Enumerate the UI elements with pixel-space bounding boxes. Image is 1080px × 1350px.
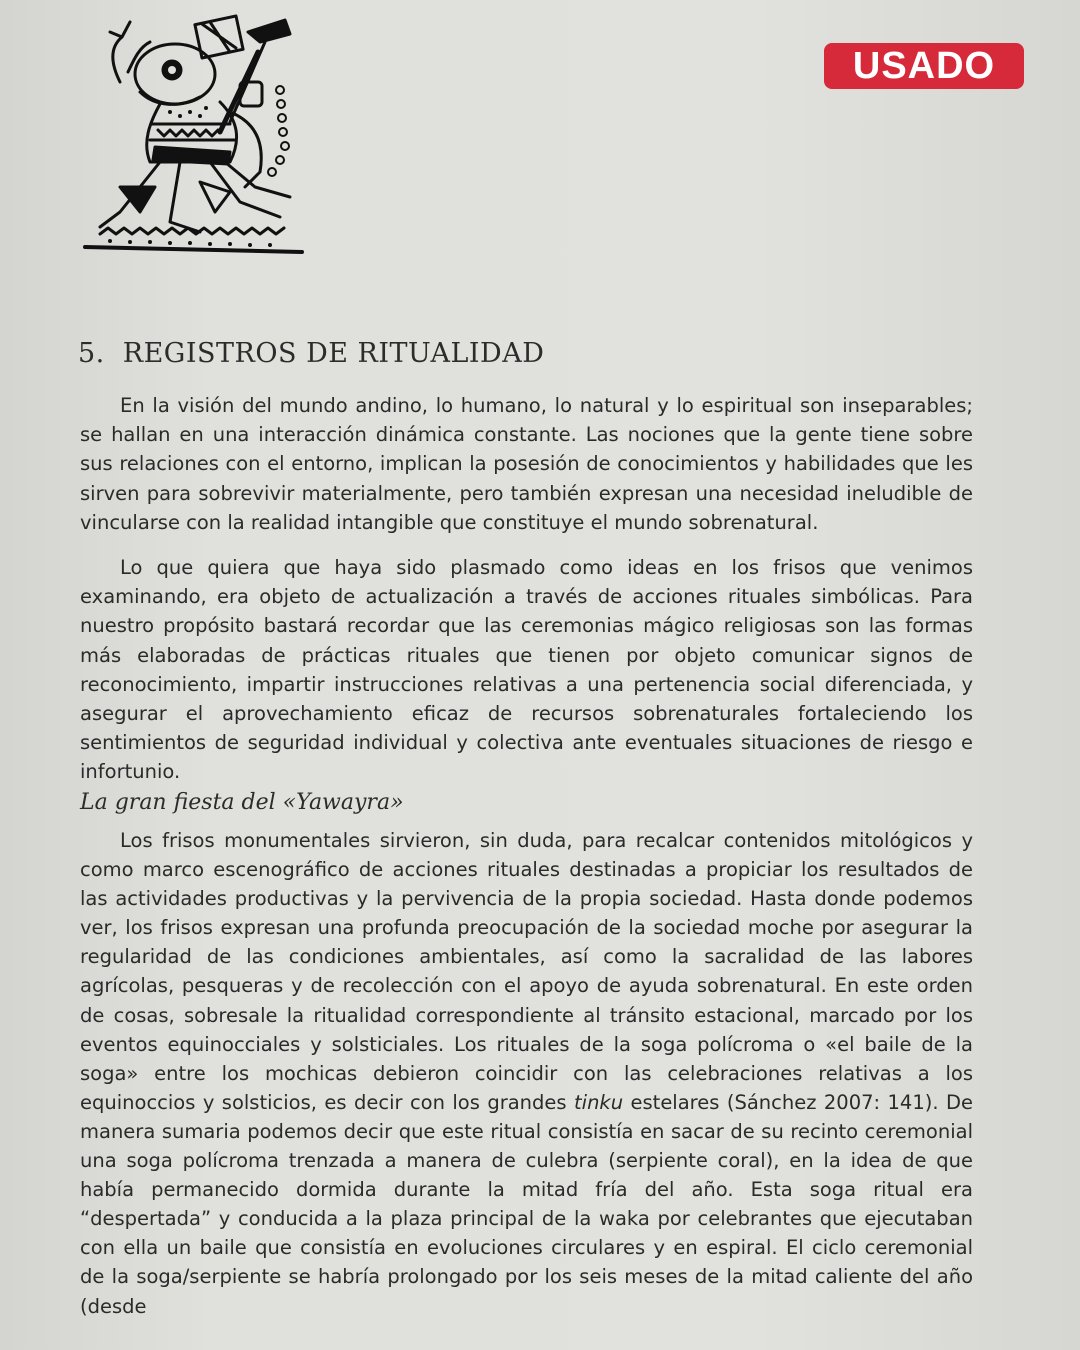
paragraph-3-text-a: Los frisos monumentales sirvieron, sin duda, para recalcar contenidos mitológicos y como marco escenográfico de acciones rituales destinadas a propiciar los resultados de las actividades productivas y la pervivencia de la propia sociedad. Hasta donde podemos ver, los frisos expresan una profunda preocupación de la sociedad moche por asegurar la regularidad de las condiciones ambientales, así como la sacralidad de las labores agrícolas, pesqueras y de recolección con el apoyo de ayuda sobrenatural. En este orden de cosas, sobresale la ritualidad correspondiente al tránsito estacional, marcado por los eventos equinocciales y solsticiales. Los rituales de la soga polícroma o «el baile de la soga» entre los mochicas debieron coincidir con las celebraciones relativas a los equinoccios y solsticios, es decir con los grandes	[80, 829, 973, 1114]
subsection-heading: La gran fiesta del «Yawayra»	[80, 790, 404, 815]
paragraph-2: Lo que quiera que haya sido plasmado como ideas en los frisos que venimos examinando, era objeto de actualización a través de acciones rituales simbólicas. Para nuestro propósito bastará recordar que las ceremonias mágico religiosas son las formas más elaboradas de prácticas rituales que tienen por objeto comunicar signos de reconocimiento, impartir instrucciones relativas a una pertenencia social diferenciada, y asegurar el aprovechamiento eficaz de recursos sobrenaturales fortaleciendo los sentimientos de seguridad individual y colectiva ante eventuales situaciones de riesgo e infortunio.	[80, 556, 973, 784]
section-title: REGISTROS DE RITUALIDAD	[122, 338, 545, 369]
paragraph-1: En la visión del mundo andino, lo humano, lo natural y lo espiritual son inseparables; se hallan en una interacción dinámica constante. Las nociones que la gente tiene sobre sus relaciones con el entorno, implican la posesión de conocimientos y habilidades que les sirven para sobrevivir materialmente, pero también expresan una necesidad ineludible de vincularse con la realidad intangible que constituye el mundo sobrenatural.	[80, 394, 973, 534]
used-badge: USADO	[824, 43, 1024, 89]
moche-warrior-illustration-icon	[80, 12, 306, 258]
paragraph-3	[80, 826, 973, 1321]
paragraph-3-italic-term: tinku	[574, 1090, 624, 1114]
paragraph-3-text-b: estelares (Sánchez 2007: 141). De manera sumaria podemos decir que este ritual consistía en sacar de su recinto ceremonial una soga polícroma trenzada a manera de culebra (serpiente coral), en la idea de que había permanecido dormida durante la mitad fría del año. Esta soga ritual era “despertada” y conducida a la plaza principal de la waka por celebrantes que ejecutaban con ella un baile que consistía en evoluciones circulares y en espiral. El ciclo ceremonial de la soga/serpiente se habría prolongado por los seis meses de la mitad caliente del año (desde	[80, 1090, 973, 1318]
section-heading	[78, 338, 978, 369]
section-number: 5.	[78, 338, 105, 369]
